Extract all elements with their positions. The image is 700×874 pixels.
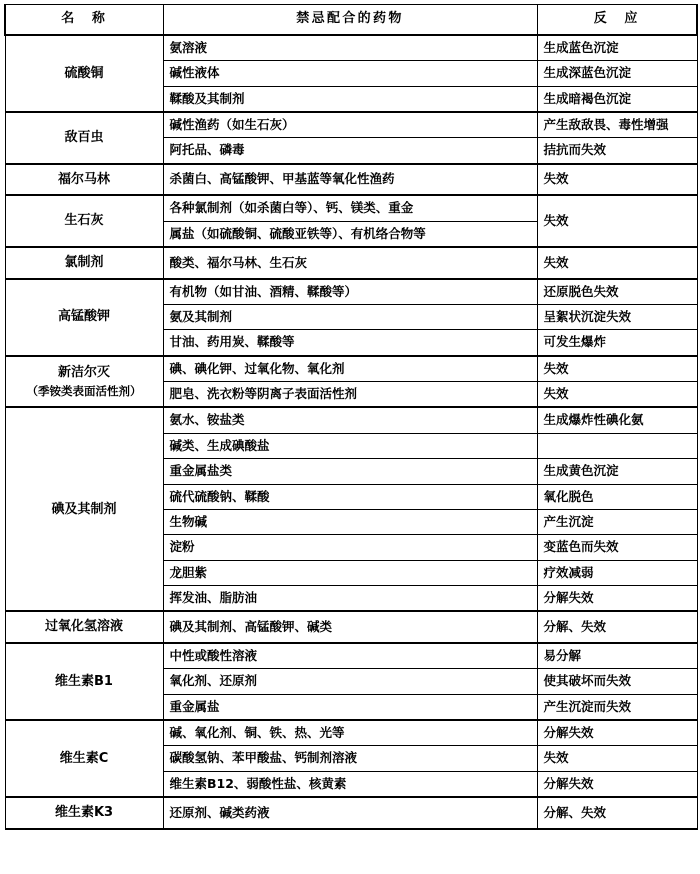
reaction-cell: 失效 (537, 746, 697, 771)
reaction-cell: 分解失效 (537, 720, 697, 746)
table-row (5, 279, 697, 305)
table-row (5, 35, 697, 61)
column-header-name: 名 称 (5, 5, 163, 35)
reaction-cell: 生成爆炸性碘化氨 (537, 407, 697, 433)
reaction-cell: 可发生爆炸 (537, 330, 697, 356)
forbidden-drug-cell: 碱性液体 (163, 61, 537, 86)
reaction-cell: 失效 (537, 382, 697, 408)
drug-name-cell: 生石灰 (5, 195, 163, 247)
forbidden-drug-cell: 鞣酸及其制剂 (163, 86, 537, 112)
forbidden-drug-cell: 碱、氧化剂、铜、铁、热、光等 (163, 720, 537, 746)
reaction-cell: 生成暗褐色沉淀 (537, 86, 697, 112)
column-header-reaction: 反 应 (537, 5, 697, 35)
reaction-cell: 产生沉淀而失效 (537, 694, 697, 720)
reaction-cell: 分解失效 (537, 771, 697, 797)
table-row (5, 407, 697, 433)
reaction-cell: 分解失效 (537, 586, 697, 612)
forbidden-drug-cell: 还原剂、碱类药液 (163, 797, 537, 829)
table-row (5, 611, 697, 643)
table-row (5, 643, 697, 669)
drug-name-cell: 敌百虫 (5, 112, 163, 164)
forbidden-drug-cell: 氨溶液 (163, 35, 537, 61)
drug-name-cell: 维生素B1 (5, 643, 163, 720)
reaction-cell: 生成深蓝色沉淀 (537, 61, 697, 86)
drug-name-cell: 福尔马林 (5, 164, 163, 196)
forbidden-drug-cell: 碱性渔药（如生石灰） (163, 112, 537, 138)
forbidden-drug-cell: 属盐（如硫酸铜、硫酸亚铁等）、有机络合物等 (163, 221, 537, 247)
table-row (5, 247, 697, 279)
drug-name-cell: 新洁尔灭 （季铵类表面活性剂） (5, 356, 163, 408)
drug-name-cell: 碘及其制剂 (5, 407, 163, 611)
reaction-cell: 生成黄色沉淀 (537, 459, 697, 484)
reaction-cell: 失效 (537, 356, 697, 382)
drug-name-cell: 硫酸铜 (5, 35, 163, 112)
forbidden-drug-cell: 肥皂、洗衣粉等阴离子表面活性剂 (163, 382, 537, 408)
table-row (5, 195, 697, 221)
drug-incompatibility-table (4, 4, 698, 830)
reaction-cell: 呈絮状沉淀失效 (537, 304, 697, 329)
drug-name-cell: 氯制剂 (5, 247, 163, 279)
table-header-row (5, 5, 697, 35)
reaction-cell: 氧化脱色 (537, 484, 697, 509)
forbidden-drug-cell: 重金属盐类 (163, 459, 537, 484)
forbidden-drug-cell: 甘油、药用炭、鞣酸等 (163, 330, 537, 356)
forbidden-drug-cell: 各种氯制剂（如杀菌白等）、钙、镁类、重金 (163, 195, 537, 221)
reaction-cell: 生成蓝色沉淀 (537, 35, 697, 61)
forbidden-drug-cell: 维生素B12、弱酸性盐、核黄素 (163, 771, 537, 797)
forbidden-drug-cell: 挥发油、脂肪油 (163, 586, 537, 612)
forbidden-drug-cell: 杀菌白、高锰酸钾、甲基蓝等氧化性渔药 (163, 164, 537, 196)
forbidden-drug-cell: 中性或酸性溶液 (163, 643, 537, 669)
forbidden-drug-cell: 氨及其制剂 (163, 304, 537, 329)
forbidden-drug-cell: 碱类、生成碘酸盐 (163, 433, 537, 458)
forbidden-drug-cell: 重金属盐 (163, 694, 537, 720)
forbidden-drug-cell: 氧化剂、还原剂 (163, 669, 537, 694)
reaction-cell: 易分解 (537, 643, 697, 669)
table-body (5, 35, 697, 829)
reaction-cell: 失效 (537, 247, 697, 279)
drug-name-cell: 维生素C (5, 720, 163, 797)
forbidden-drug-cell: 氨水、铵盐类 (163, 407, 537, 433)
reaction-cell: 变蓝色而失效 (537, 535, 697, 560)
forbidden-drug-cell: 碳酸氢钠、苯甲酸盐、钙制剂溶液 (163, 746, 537, 771)
table-header (5, 5, 697, 35)
forbidden-drug-cell: 酸类、福尔马林、生石灰 (163, 247, 537, 279)
table-row (5, 112, 697, 138)
forbidden-drug-cell: 硫代硫酸钠、鞣酸 (163, 484, 537, 509)
drug-name-cell: 维生素K3 (5, 797, 163, 829)
reaction-cell (537, 433, 697, 458)
reaction-cell: 产生沉淀 (537, 509, 697, 534)
drug-name-subtitle: （季铵类表面活性剂） (26, 383, 142, 398)
reaction-cell: 拮抗而失效 (537, 138, 697, 164)
forbidden-drug-cell: 生物碱 (163, 509, 537, 534)
forbidden-drug-cell: 阿托品、磷毒 (163, 138, 537, 164)
forbidden-drug-cell: 龙胆紫 (163, 560, 537, 585)
table-row (5, 797, 697, 829)
table-row (5, 356, 697, 382)
reaction-cell: 使其破坏而失效 (537, 669, 697, 694)
reaction-cell: 失效 (537, 195, 697, 247)
reaction-cell: 分解、失效 (537, 797, 697, 829)
forbidden-drug-cell: 淀粉 (163, 535, 537, 560)
forbidden-drug-cell: 碘及其制剂、高锰酸钾、碱类 (163, 611, 537, 643)
column-header-drugs: 禁忌配合的药物 (163, 5, 537, 35)
forbidden-drug-cell: 碘、碘化钾、过氧化物、氧化剂 (163, 356, 537, 382)
reaction-cell: 分解、失效 (537, 611, 697, 643)
reaction-cell: 疗效减弱 (537, 560, 697, 585)
table-row (5, 720, 697, 746)
table-row (5, 164, 697, 196)
reaction-cell: 还原脱色失效 (537, 279, 697, 305)
reaction-cell: 失效 (537, 164, 697, 196)
reaction-cell: 产生敌敌畏、毒性增强 (537, 112, 697, 138)
forbidden-drug-cell: 有机物（如甘油、酒精、鞣酸等） (163, 279, 537, 305)
drug-name-cell: 高锰酸钾 (5, 279, 163, 356)
drug-name-cell: 过氧化氢溶液 (5, 611, 163, 643)
